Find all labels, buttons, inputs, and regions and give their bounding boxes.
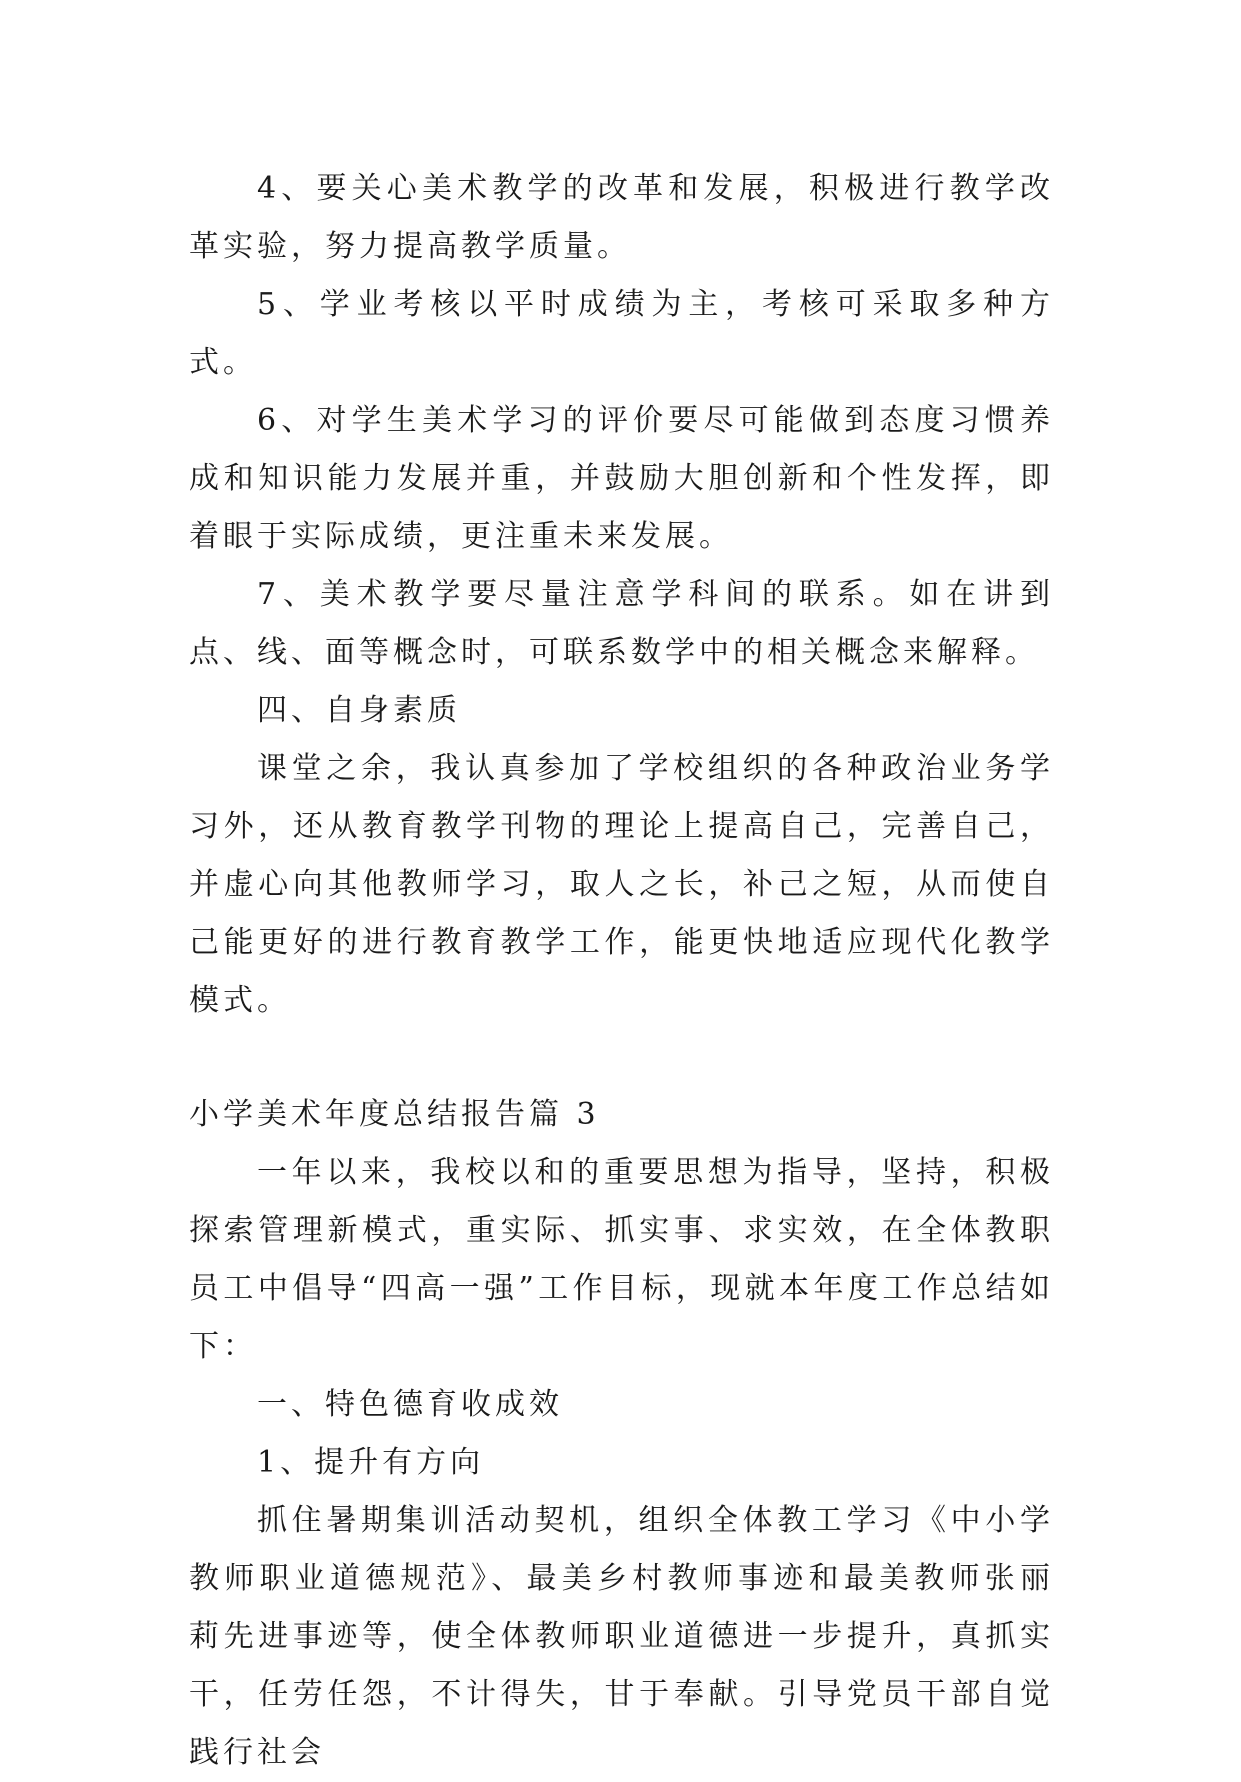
paragraph-item-5: 5、学业考核以平时成绩为主，考核可采取多种方式。 (189, 287, 1054, 380)
subheading-improvement-direction: 1、提升有方向 (257, 1445, 485, 1480)
paragraph-intro: 一年以来，我校以和的重要思想为指导，坚持，积极探索管理新模式，重实际、抓实事、求实效，在全体教职员工中倡导“四高一强”工作目标，现就本年度工作总结如下： (189, 1155, 1054, 1364)
document-body (189, 160, 1054, 1782)
paragraph-item-7: 7、美术教学要尽量注意学科间的联系。如在讲到点、线、面等概念时，可联系数学中的相关概念来解释。 (189, 577, 1054, 670)
paragraph-self-quality: 课堂之余，我认真参加了学校组织的各种政治业务学习外，还从教育教学刊物的理论上提高自己，完善自己，并虚心向其他教师学习，取人之长，补己之短，从而使自己能更好的进行教育教学工作，能更快地适应现代化教学模式。 (189, 751, 1054, 1018)
paragraph-item-4: 4、要关心美术教学的改革和发展，积极进行教学改革实验，努力提高教学质量。 (189, 171, 1054, 264)
report-title: 小学美术年度总结报告篇 3 (189, 1097, 600, 1132)
paragraph-summer-training: 抓住暑期集训活动契机，组织全体教工学习《中小学教师职业道德规范》、最美乡村教师事迹和最美教师张丽莉先进事迹等，使全体教师职业道德进一步提升，真抓实干，任劳任怨，不计得失，甘于奉献。引导党员干部自觉践行社会 (189, 1503, 1054, 1770)
section-spacer (189, 1030, 1054, 1086)
section-heading-moral-education: 一、特色德育收成效 (257, 1387, 563, 1422)
section-heading-self-quality: 四、自身素质 (257, 693, 461, 728)
paragraph-item-6: 6、对学生美术学习的评价要尽可能做到态度习惯养成和知识能力发展并重，并鼓励大胆创新和个性发挥，即着眼于实际成绩，更注重未来发展。 (189, 403, 1054, 554)
